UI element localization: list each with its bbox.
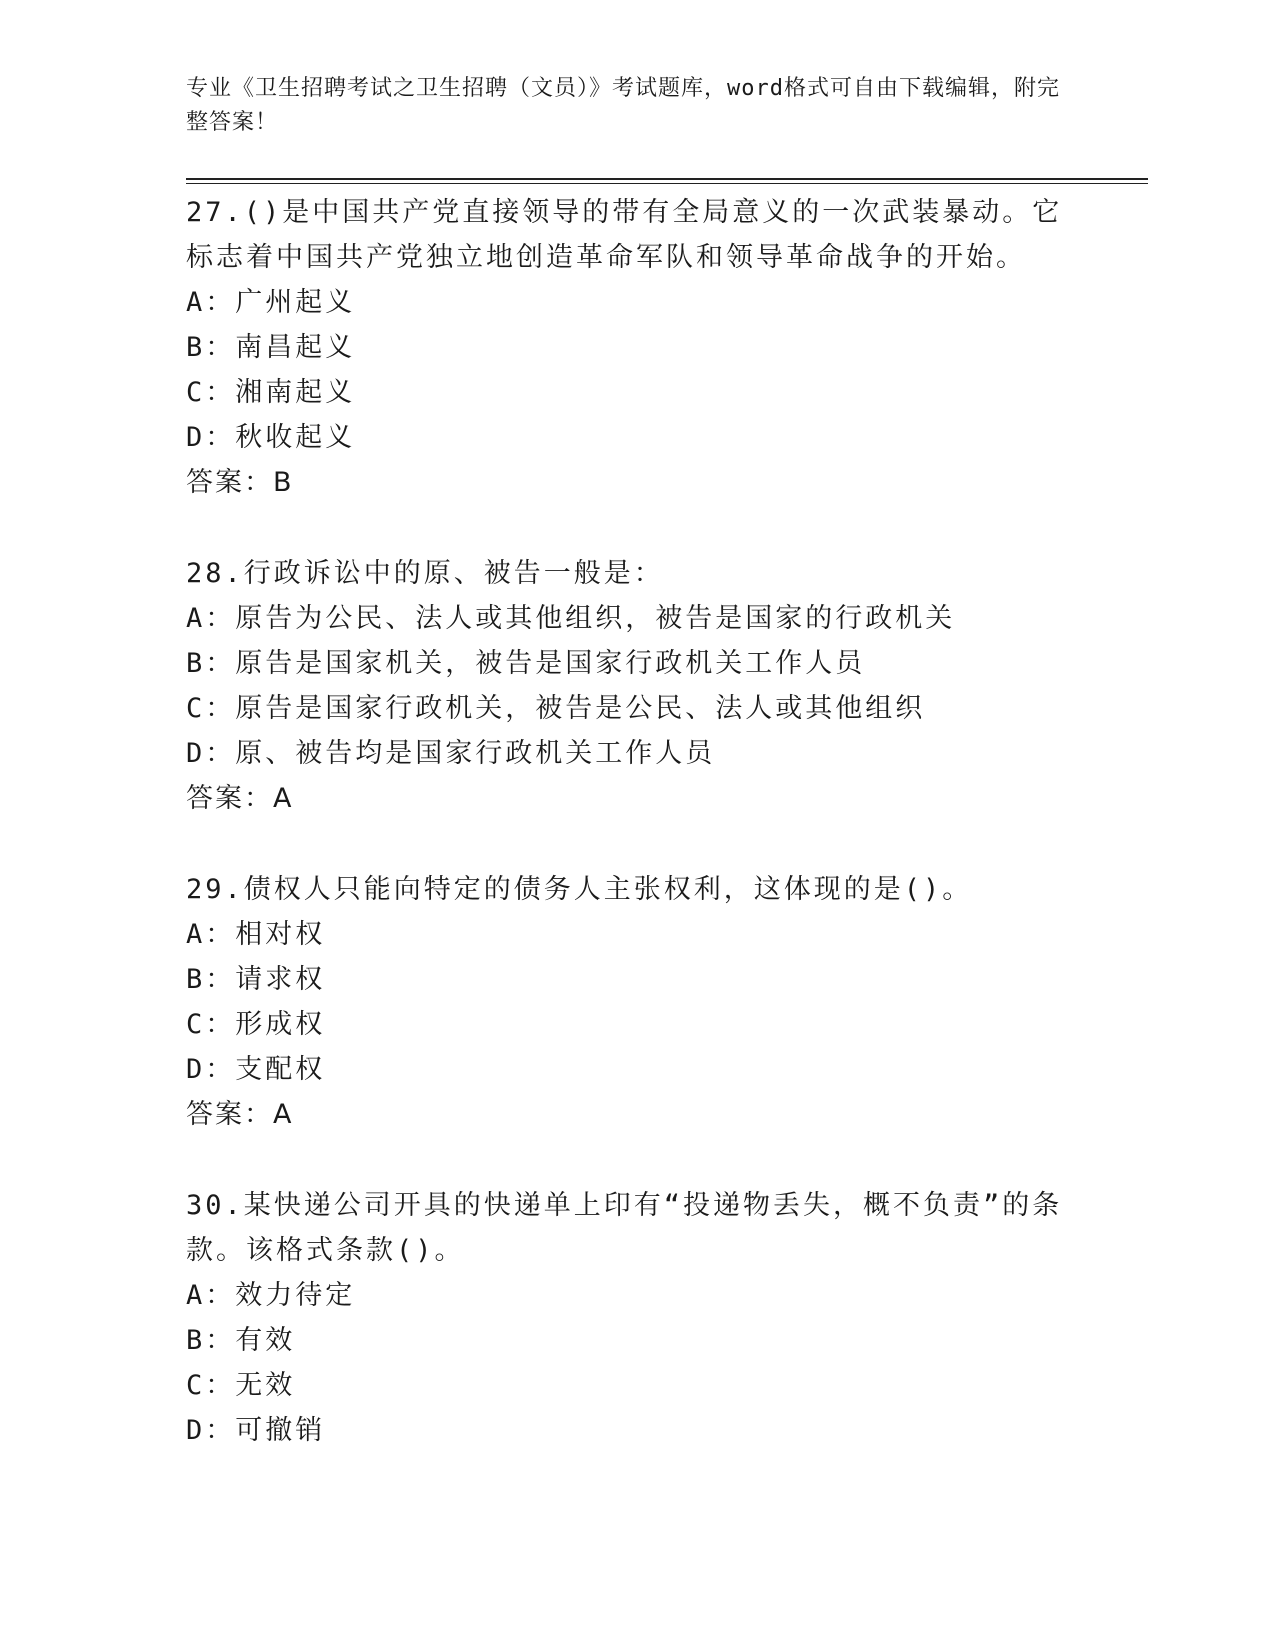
answer-line: 答案：A <box>186 1099 294 1130</box>
question-stem: 27.()是中国共产党直接领导的带有全局意义的一次武装暴动。它标志着中国共产党独立地创造革命军队和领导革命战争的开始。 <box>186 197 1063 273</box>
question-stem: 29.债权人只能向特定的债务人主张权利，这体现的是()。 <box>186 874 973 905</box>
option-a: A：效力待定 <box>186 1280 356 1311</box>
option-c: C：形成权 <box>186 1009 326 1040</box>
question-27 <box>186 190 1086 505</box>
option-a: A：原告为公民、法人或其他组织，被告是国家的行政机关 <box>186 603 956 634</box>
question-stem: 30.某快递公司开具的快递单上印有“投递物丢失，概不负责”的条款。该格式条款()。 <box>186 1190 1063 1266</box>
header-divider <box>186 178 1148 184</box>
option-b: B：有效 <box>186 1325 296 1356</box>
option-b: B：原告是国家机关，被告是国家行政机关工作人员 <box>186 648 866 679</box>
question-30 <box>186 1183 1086 1453</box>
option-d: D：支配权 <box>186 1054 326 1085</box>
option-c: C：湘南起义 <box>186 377 356 408</box>
option-a: A：广州起义 <box>186 287 356 318</box>
option-a: A：相对权 <box>186 919 326 950</box>
option-d: D：可撤销 <box>186 1415 326 1446</box>
option-d: D：原、被告均是国家行政机关工作人员 <box>186 738 716 769</box>
question-29 <box>186 867 1086 1137</box>
option-b: B：请求权 <box>186 964 326 995</box>
answer-line: 答案：B <box>186 467 294 498</box>
document-header: 专业《卫生招聘考试之卫生招聘（文员）》考试题库，word格式可自由下载编辑，附完整答案！ <box>186 76 1060 135</box>
option-d: D：秋收起义 <box>186 422 356 453</box>
option-c: C：原告是国家行政机关，被告是公民、法人或其他组织 <box>186 693 926 724</box>
option-c: C：无效 <box>186 1370 296 1401</box>
option-b: B：南昌起义 <box>186 332 356 363</box>
question-28 <box>186 551 1086 821</box>
question-stem: 28.行政诉讼中的原、被告一般是： <box>186 558 664 589</box>
answer-line: 答案：A <box>186 783 294 814</box>
question-list <box>186 190 1086 1499</box>
